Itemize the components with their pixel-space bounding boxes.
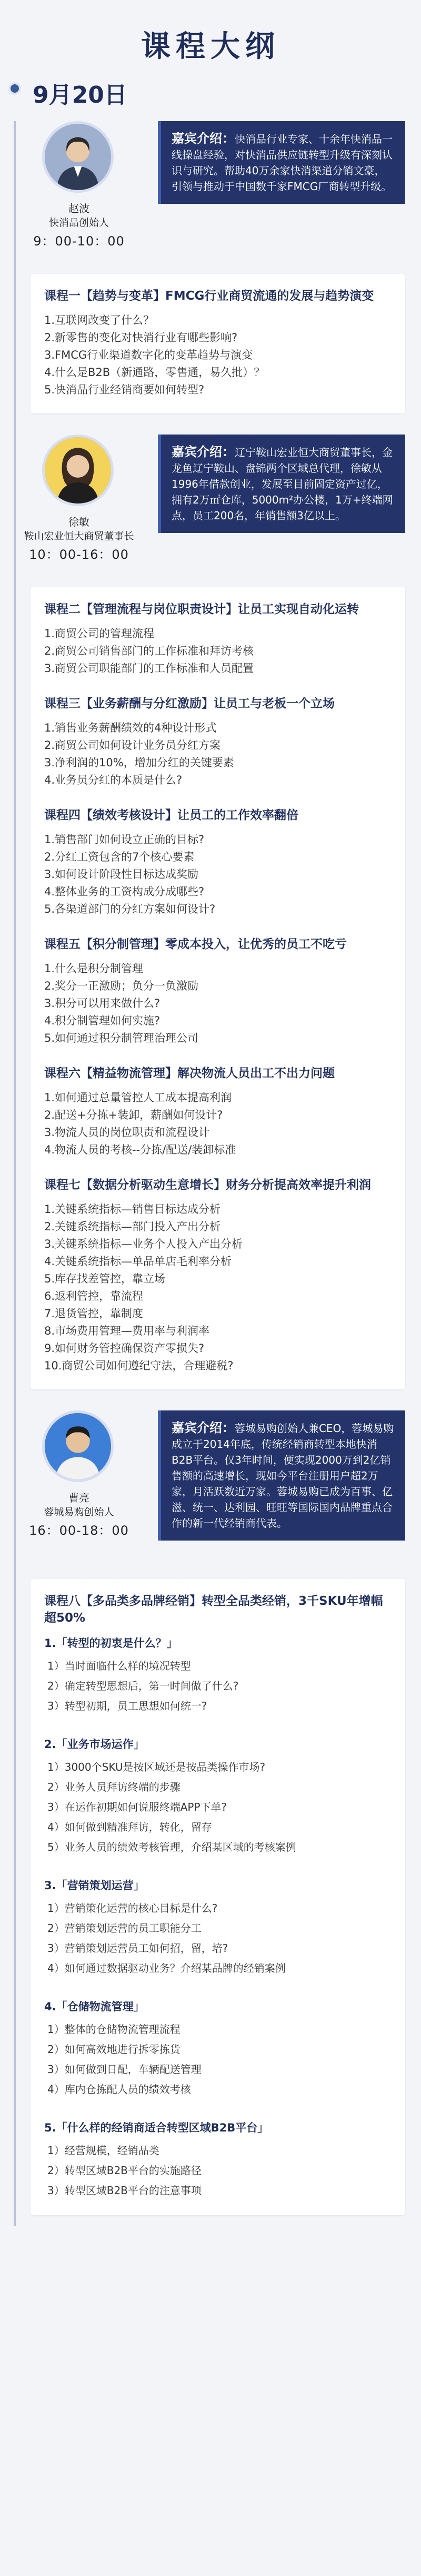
speaker-intro-box xyxy=(158,121,405,204)
avatar xyxy=(42,435,114,506)
speaker-role: 蓉城易购创始人 xyxy=(44,1506,114,1518)
lesson-item: 2.新零售的变化对快消行业有哪些影响? xyxy=(44,331,238,344)
lesson-item: 2.配送+分拣+装卸，薪酬如何设计? xyxy=(44,1109,223,1121)
intro-label: 嘉宾介绍： xyxy=(172,445,235,459)
speaker-intro-box xyxy=(158,435,405,533)
lesson-item: 6.返利管控，靠流程 xyxy=(44,1290,144,1302)
group-item: 2）转型区域B2B平台的实施路径 xyxy=(47,2164,202,2177)
lesson-item: 4.积分制管理如何实施? xyxy=(44,1014,161,1027)
intro-label: 嘉宾介绍： xyxy=(172,1420,235,1435)
page-title: 课程大纲 xyxy=(141,29,280,64)
group-item: 3）转型初期，员工思想如何统一? xyxy=(47,1700,207,1712)
lesson-group xyxy=(44,1735,392,1857)
speaker-intro-box xyxy=(158,1410,405,1541)
lesson-item: 1.关键系统指标—销售目标达成分析 xyxy=(44,1203,221,1216)
group-title: 5.「什么样的经销商适合转型区域B2B平台」 xyxy=(44,2121,269,2134)
intro-label: 嘉宾介绍： xyxy=(172,131,235,146)
speaker-role: 鞍山宏业恒大商贸董事长 xyxy=(24,530,134,542)
group-item: 3）转型区域B2B平台的注意事项 xyxy=(47,2184,202,2197)
lesson xyxy=(44,807,392,918)
speaker-intro: 辽宁鞍山宏业恒大商贸董事长，金龙鱼辽宁鞍山、盘锦两个区域总代理，徐敏从1996年借款创业，发展至目前固定资产过亿，拥有2万㎡仓库，5000m²办公楼，1万+终端网点，员工200名，年销售额3亿以上。 xyxy=(172,446,393,522)
lesson-card xyxy=(31,1579,405,2215)
group-item: 3）营销策划运营员工如何招，留，培? xyxy=(47,1942,228,1955)
lesson-item: 1.销售部门如何设立正确的目标? xyxy=(44,833,205,846)
lesson-group xyxy=(44,1634,392,1716)
lesson-group xyxy=(44,1997,392,2099)
lesson-item: 2.商贸公司如何设计业务员分红方案 xyxy=(44,739,221,752)
speaker-name: 曹亮 xyxy=(68,1492,89,1504)
lesson xyxy=(44,1065,392,1159)
lesson-item: 3.积分可以用来做什么? xyxy=(44,997,161,1010)
lesson-card xyxy=(31,587,405,1389)
lesson-title: 课程八【多品类多品牌经销】转型全品类经销，3千SKU年增幅超50% xyxy=(44,1594,383,1625)
date-row xyxy=(0,79,421,116)
lesson-item: 4.关键系统指标—单品单店毛利率分析 xyxy=(44,1255,232,1268)
group-item: 5）业务人员的绩效考核管理，介绍某区域的考核案例 xyxy=(47,1841,296,1853)
lesson-item: 1.什么是积分制管理 xyxy=(44,962,144,975)
lesson-title: 课程一【趋势与变革】FMCG行业商贸流通的发展与趋势演变 xyxy=(44,289,374,303)
lesson-item: 1.如何通过总量管控人工成本提高利润 xyxy=(44,1091,232,1104)
group-title: 2.「业务市场运作」 xyxy=(44,1738,145,1751)
lesson xyxy=(44,936,392,1047)
group-title: 1.「转型的初衷是什么？」 xyxy=(44,1637,178,1650)
lesson-item: 1.互联网改变了什么？ xyxy=(44,314,155,327)
lesson-item: 3.物流人员的岗位职责和流程设计 xyxy=(44,1126,210,1139)
group-item: 1）3000个SKU是按区域还是按品类操作市场? xyxy=(47,1761,266,1773)
lesson-title: 课程五【积分制管理】零成本投入，让优秀的员工不吃亏 xyxy=(44,937,347,951)
lesson-item: 4.整体业务的工资构成分成哪些? xyxy=(44,885,205,898)
lesson-title: 课程二【管理流程与岗位职责设计】让员工实现自动化运转 xyxy=(44,603,359,616)
speaker-time: 16：00-18：00 xyxy=(29,1523,129,1538)
speaker-block xyxy=(0,1405,421,1579)
group-item: 4）如何通过数据驱动业务？介绍某品牌的经销案例 xyxy=(47,1962,286,1975)
person-icon xyxy=(45,1413,111,1479)
group-item: 2）确定转型思想后，第一时间做了什么? xyxy=(47,1680,239,1692)
lesson-item: 1.商贸公司的管理流程 xyxy=(44,627,155,640)
lesson-item: 7.退货管控，靠制度 xyxy=(44,1307,144,1320)
group-item: 1）整体的仓储物流管理流程 xyxy=(47,2023,181,2036)
group-item: 2）营销策划运营的员工职能分工 xyxy=(47,1922,202,1935)
lesson-item: 2.商贸公司销售部门的工作标准和拜访考核 xyxy=(44,645,254,657)
lesson-item: 4.物流人员的考核--分拣/配送/装卸标准 xyxy=(44,1143,236,1156)
lesson-item: 2.奖分一正激励；负分一负激励 xyxy=(44,980,199,992)
lesson-item: 5.库存找差管控，靠立场 xyxy=(44,1272,166,1285)
lesson-item: 8.市场费用管理—费用率与利润率 xyxy=(44,1325,210,1337)
lesson-item: 3.FMCG行业渠道数字化的变革趋势与演变 xyxy=(44,349,253,361)
group-item: 3）在运作初期如何说服终端APP下单? xyxy=(47,1801,227,1813)
lesson-item: 5.如何通过积分制管理治理公司 xyxy=(44,1032,199,1044)
speaker-intro: 快消品行业专家、十余年快消品一线操盘经验，对快消品供应链转型升级有深刻认识与研究。帮助40万余家快消渠道分销文豪，引领与推动于中国数千家FMCG厂商转型升级。 xyxy=(172,133,393,193)
lesson-title: 课程三【业务薪酬与分红激励】让员工与老板一个立场 xyxy=(44,697,335,710)
speaker-time: 10：00-16：00 xyxy=(29,547,129,562)
avatar xyxy=(42,1410,114,1482)
lesson-group xyxy=(44,1876,392,1978)
speaker-block xyxy=(0,429,421,587)
lesson-item: 3.关键系统指标—业务个人投入产出分析 xyxy=(44,1238,243,1250)
speaker-role: 快消品创始人 xyxy=(48,217,109,229)
lesson-title: 课程六【精益物流管理】解决物流人员出工不出力问题 xyxy=(44,1067,335,1080)
group-item: 2）如何高效地进行拆零拣货 xyxy=(47,2043,181,2056)
lesson-item: 2.关键系统指标—部门投入产出分析 xyxy=(44,1220,221,1233)
lesson-item: 4.什么是B2B（新通路，零售通，易久批）？ xyxy=(44,366,265,379)
speaker-time: 9：00-10：00 xyxy=(33,234,125,249)
lesson xyxy=(44,601,392,677)
speaker-block xyxy=(0,116,421,274)
speaker-intro: 蓉城易购创始人兼CEO，蓉城易购成立于2014年底，传统经销商转型本地快消B2B平台。仅3年时间，便实现2000万到2亿销售额的高速增长，现如今平台注册用户超2万家，月活跃数近万家。蓉城易购已成为百事、亿滋、统一、达利园、旺旺等国际国内品牌重点合作的新一代经销商代表。 xyxy=(172,1422,394,1529)
group-item: 1）当时面临什么样的境况转型 xyxy=(47,1660,191,1672)
person-icon xyxy=(45,124,111,190)
lesson-item: 4.业务员分红的本质是什么? xyxy=(44,774,183,786)
group-item: 1）营销策化运营的核心目标是什么? xyxy=(47,1902,218,1914)
speaker-name: 赵波 xyxy=(68,202,89,215)
group-item: 1）经营规模，经销品类 xyxy=(47,2144,159,2157)
group-item: 3）如何做到日配，车辆配送管理 xyxy=(47,2063,202,2076)
group-title: 3.「营销策划运营」 xyxy=(44,1879,145,1892)
lesson xyxy=(44,695,392,789)
person-icon xyxy=(45,437,111,504)
lesson-card xyxy=(31,274,405,413)
lesson-item: 5.各渠道部门的分红方案如何设计? xyxy=(44,903,216,915)
timeline-dot xyxy=(8,82,21,95)
lesson-item: 10.商贸公司如何遵纪守法，合理避税? xyxy=(44,1359,234,1372)
group-title: 4.「仓储物流管理」 xyxy=(44,2000,145,2013)
date-label: 9月20日 xyxy=(33,82,127,108)
lesson-item: 5.快消品行业经销商要如何转型? xyxy=(44,383,205,396)
group-item: 2）业务人员拜访终端的步骤 xyxy=(47,1781,181,1793)
lesson-item: 2.分红工资包含的7个核心要素 xyxy=(44,851,195,863)
lesson-title: 课程七【数据分析驱动生意增长】财务分析提高效率提升利润 xyxy=(44,1178,371,1192)
lesson xyxy=(44,1177,392,1375)
lesson-item: 3.净利润的10%，增加分红的关键要素 xyxy=(44,756,234,769)
lesson-item: 3.商贸公司职能部门的工作标准和人员配置 xyxy=(44,662,254,675)
avatar xyxy=(42,121,114,193)
lesson-item: 3.如何设计阶段性目标达成奖励 xyxy=(44,868,199,881)
lesson-item: 1.销售业务薪酬绩效的4种设计形式 xyxy=(44,722,217,734)
lesson-title: 课程四【绩效考核设计】让员工的工作效率翻倍 xyxy=(44,808,298,822)
group-item: 4）库内仓拣配人员的绩效考核 xyxy=(47,2083,191,2096)
lesson-item: 9.如何财务管控确保资产零损失? xyxy=(44,1342,205,1355)
lesson-group xyxy=(44,2118,392,2200)
group-item: 4）如何做到精准拜访，转化，留存 xyxy=(47,1821,212,1833)
speaker-name: 徐敏 xyxy=(68,516,89,528)
